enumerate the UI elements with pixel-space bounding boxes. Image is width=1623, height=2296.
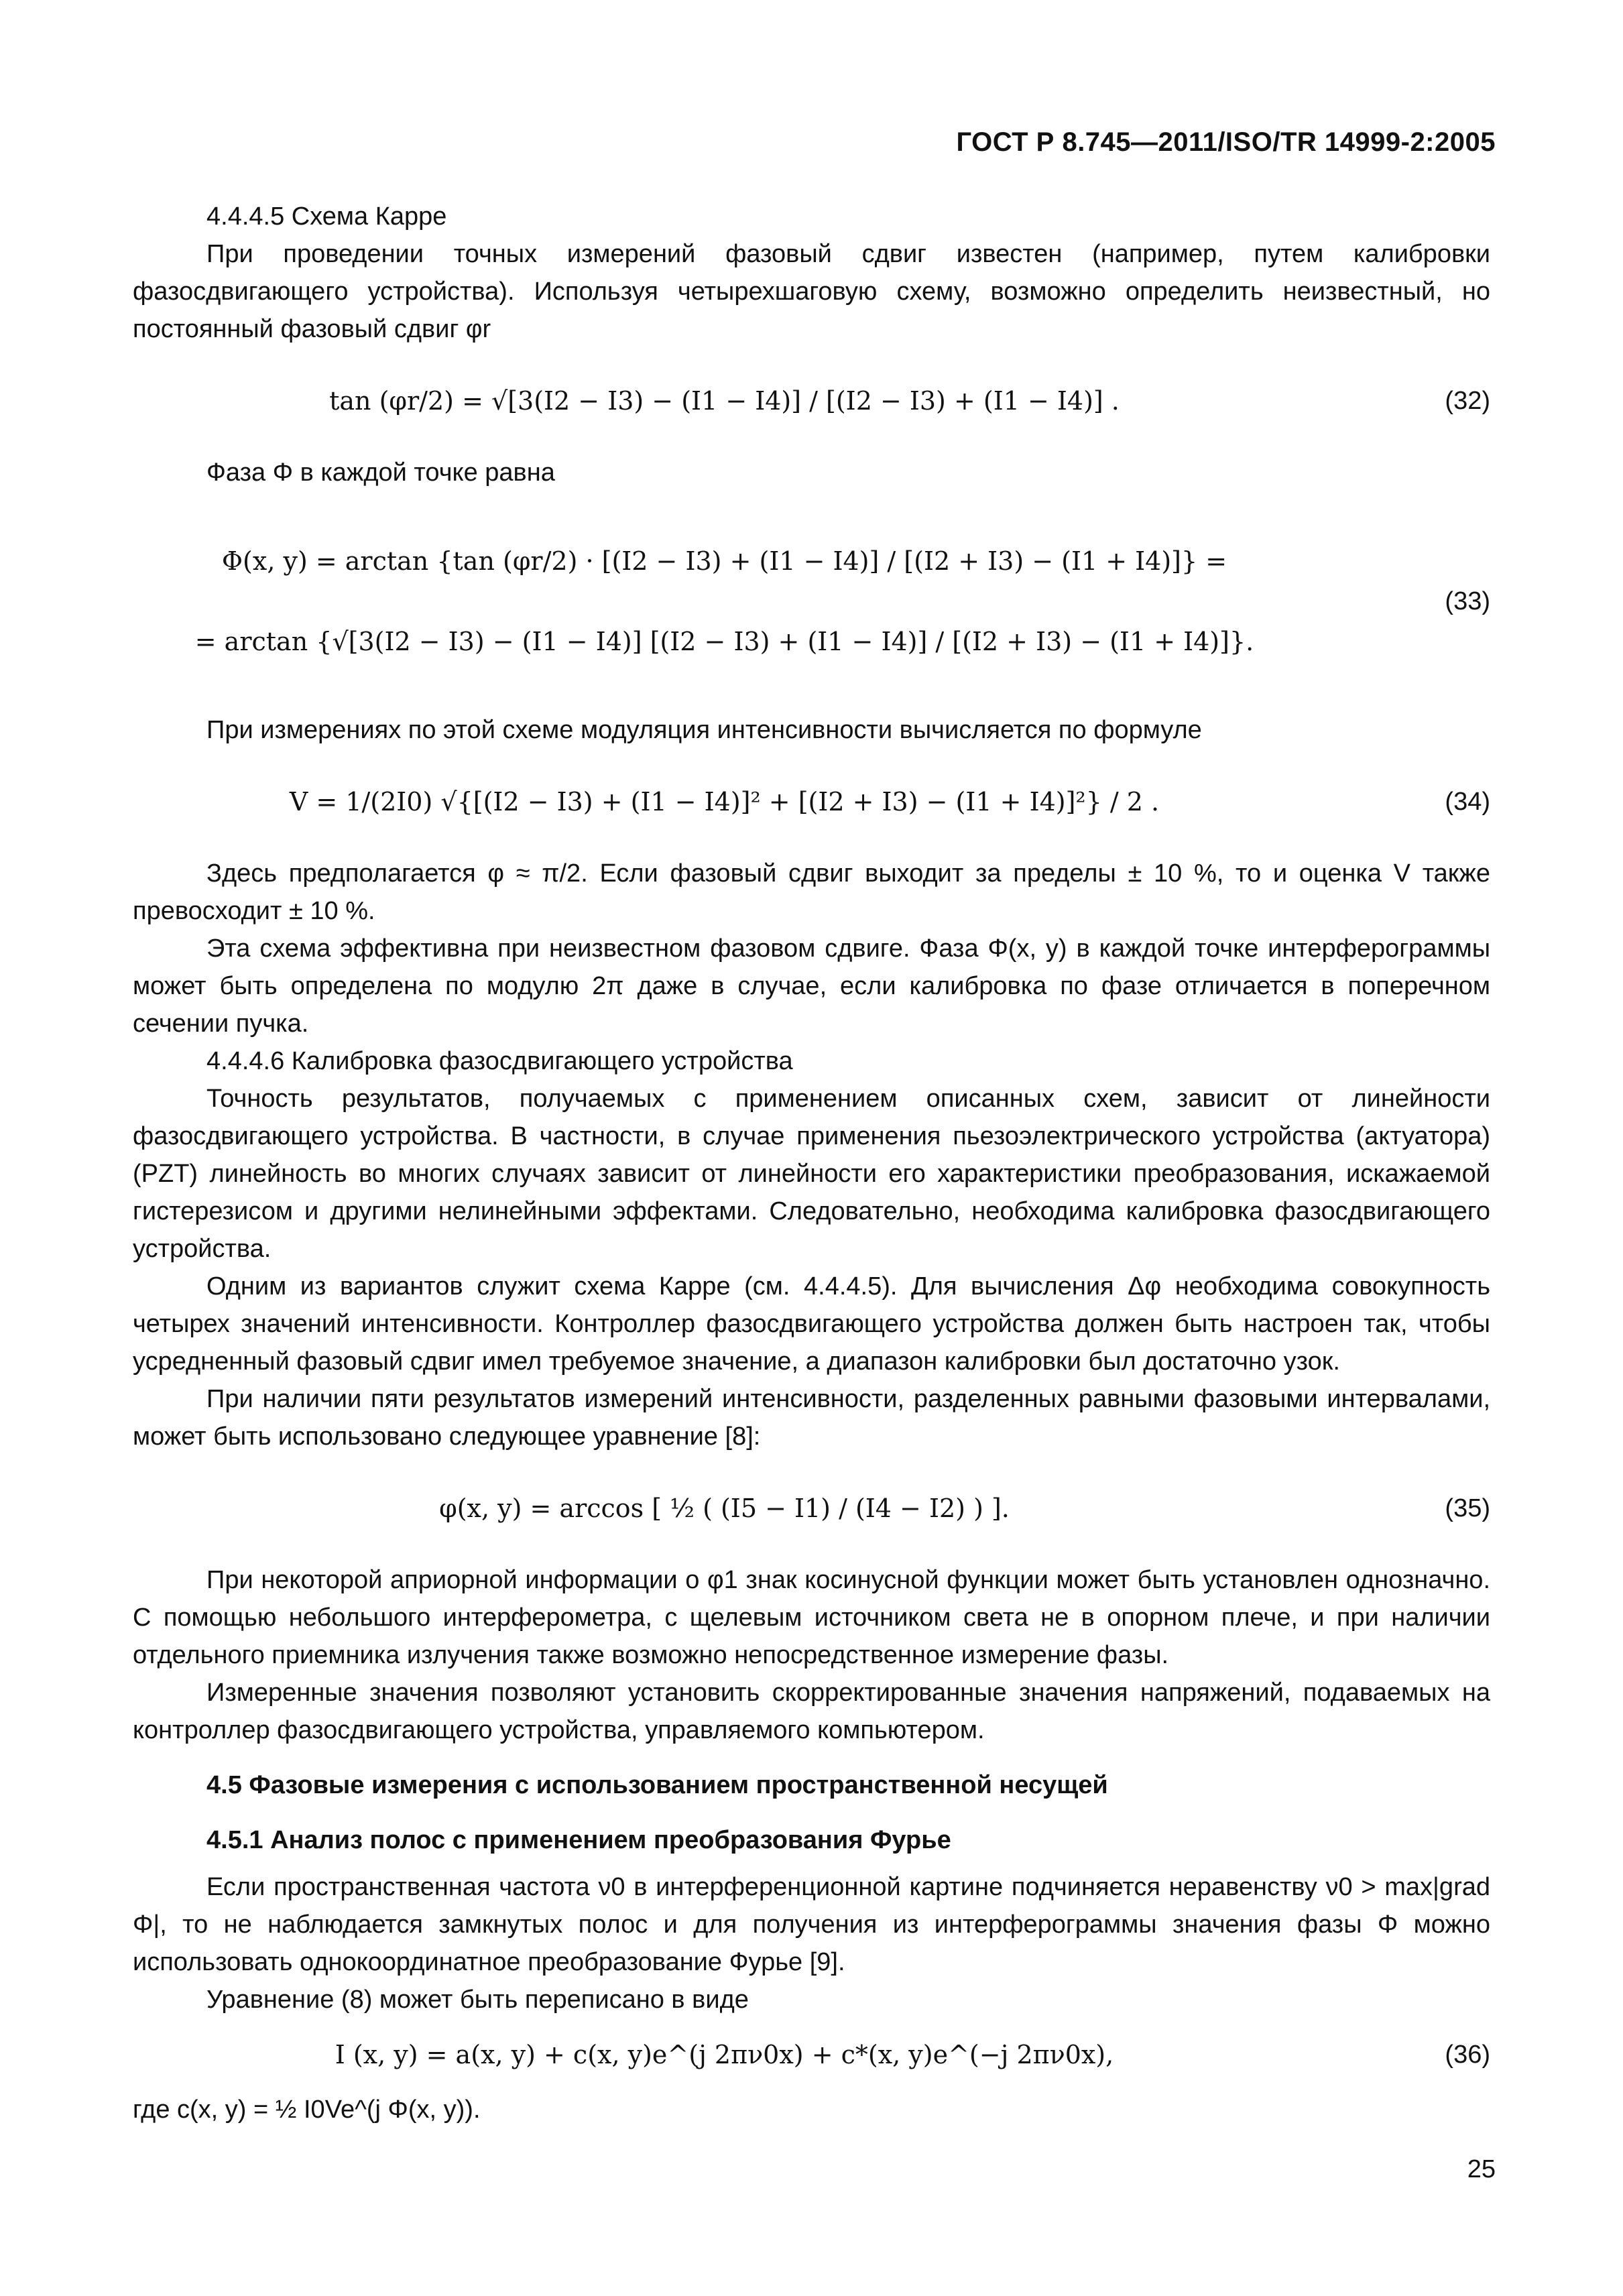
equation-35-expression: φ(x, y) = arccos [ ½ ( (I5 − I1) / (I4 − I2) ) ]. [439,1494,1010,1523]
equation-33-number: (33) [1445,587,1490,615]
equation-34-expression: V = 1/(2I0) √{[(I2 − I3) + (I1 − I4)]² + [(I2 + I3) − (I1 + I4)]²} / 2 . [289,787,1160,817]
paragraph: Одним из вариантов служит схема Карре (см. 4.4.4.5). Для вычисления Δφ необходима совокупность четырех значений интенсивности. Контроллер фазосдвигающего устройства должен быть настроен так, чтобы усредненный фазовый сдвиг имел требуемое значение, а диапазон калибровки был достаточно узок. [133,1272,1490,1376]
section-title-4-4-4-5: 4.4.4.5 Схема Карре [206,202,447,231]
equation-33 [133,501,1490,702]
equation-36 [133,2028,1490,2081]
equation-33-line-2: = arctan {√[3(I2 − I3) − (I1 − I4)] [(I2 − I3) + (I1 − I4)] / [(I2 + I3) − (I1 + I4)]}. [194,627,1254,656]
section-heading-4-5: 4.5 Фазовые измерения с использованием пространственной несущей [206,1771,1108,1799]
page-body [133,198,1490,2128]
paragraph: Фаза Φ в каждой точке равна [206,459,555,487]
paragraph: Здесь предполагается φ ≈ π/2. Если фазовый сдвиг выходит за пределы ± 10 %, то и оценка V также превосходит ± 10 %. [133,859,1490,925]
equation-34-number: (34) [1445,788,1490,816]
equation-36-expression: I (x, y) = a(x, y) + c(x, y)e^(j 2πν0x) + c*(x, y)e^(−j 2πν0x), [335,2040,1114,2069]
paragraph: Точность результатов, получаемых с применением описанных схем, зависит от линейности фазосдвигающего устройства. В частности, в случае применения пьезоэлектрического устройства (актуатора) (PZT) линейность во многих случаях зависит от линейности его характеристики преобразования, искажаемой гистерезисом и другими нелинейными эффектами. Следовательно, необходима калибровка фазосдвигающего устройства. [133,1085,1490,1263]
paragraph: Измеренные значения позволяют установить скорректированные значения напряжений, подаваемых на контроллер фазосдвигающего устройства, управляемого компьютером. [133,1679,1490,1744]
paragraph: Если пространственная частота ν0 в интерференционной картине подчиняется неравенству ν0 > max|grad Φ|, то не наблюдается замкнутых полос и для получения из интерферограммы значения фазы Φ можно использовать однокоординатное преобразование Фурье [9]. [133,1873,1490,1976]
equation-35-number: (35) [1445,1494,1490,1522]
paragraph: При наличии пяти результатов измерений интенсивности, разделенных равными фазовыми интервалами, может быть использовано следующее уравнение [8]: [133,1385,1490,1451]
paragraph: При некоторой априорной информации о φ1 знак косинусной функции может быть установлен однозначно. С помощью небольшого интерферометра, с щелевым источником света не в опорном плече, и при наличии отдельного приемника излучения также возможно непосредственное измерение фазы. [133,1566,1490,1669]
page-number: 25 [1467,2155,1496,2183]
equation-32-number: (32) [1445,387,1490,415]
paragraph: При проведении точных измерений фазовый сдвиг известен (например, путем калибровки фазосдвигающего устройства). Используя четырехшаговую схему, возможно определить неизвестный, но постоянный фазовый сдвиг φr [133,240,1490,343]
paragraph: Эта схема эффективна при неизвестном фазовом сдвиге. Фаза Φ(x, y) в каждой точке интерферограммы может быть определена по модулю 2π даже в случае, если калибровка по фазе отличается в поперечном сечении пучка. [133,934,1491,1038]
equation-35 [133,1465,1490,1552]
section-title-4-4-4-6: 4.4.4.6 Калибровка фазосдвигающего устройства [206,1047,793,1075]
equation-32 [133,357,1490,444]
paragraph: где c(x, y) = ½ I0Ve^(j Φ(x, y)). [133,2096,481,2124]
section-heading-4-5-1: 4.5.1 Анализ полос с применением преобразования Фурье [206,1826,951,1854]
equation-32-expression: tan (φr/2) = √[3(I2 − I3) − (I1 − I4)] / [(I2 − I3) + (I1 − I4)] . [329,386,1120,416]
equation-34 [133,758,1490,845]
document-header: ГОСТ Р 8.745—2011/ISO/TR 14999-2:2005 [956,127,1496,157]
paragraph: При измерениях по этой схеме модуляция интенсивности вычисляется по формуле [206,716,1202,744]
equation-36-number: (36) [1445,2041,1490,2069]
equation-33-line-1: Φ(x, y) = arctan {tan (φr/2) · [(I2 − I3) + (I1 − I4)] / [(I2 + I3) − (I1 + I4)]} = [221,546,1227,576]
paragraph: Уравнение (8) может быть переписано в виде [206,1986,749,2014]
